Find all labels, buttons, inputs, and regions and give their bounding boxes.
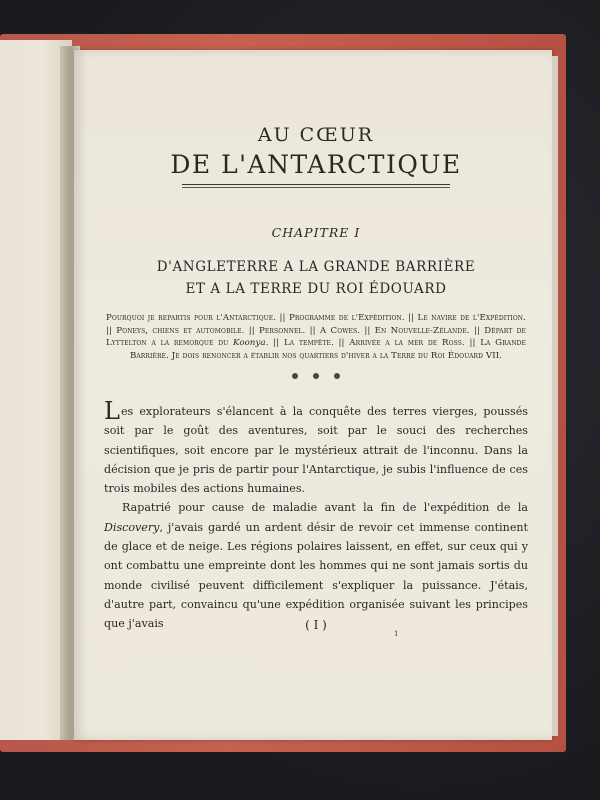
paragraph-2-text: Rapatrié pour cause de maladie avant la fin de l'expédition de la <box>122 501 528 515</box>
summary-item: Arrivée a la mer de Ross. <box>349 338 465 348</box>
summary-separator: || <box>469 338 476 348</box>
summary-separator: || <box>408 313 415 323</box>
page-number: ( I ) <box>305 618 327 632</box>
summary-item: Personnel. <box>259 325 306 336</box>
summary-item: Pourquoi je repartis pour l'Antarctique. <box>106 313 277 323</box>
signature-mark: 1 <box>394 630 399 638</box>
chapter-title-line2: ET A LA TERRE DU ROI ÉDOUARD <box>185 281 447 297</box>
chapter-title <box>104 256 528 300</box>
summary-item: Programme de l'Expédition. <box>288 313 405 323</box>
page-content <box>104 118 528 634</box>
paragraph-2-text-cont: , j'avais gardé un ardent désir de revoir cet immense continent de glace et de neige. Les régions polaires laissent, en effet, sur ceux qui y ont combattu une empreinte dont les hommes qui ne sont jamais sortis du monde civilisé peuvent difficilement s'expliquer la puissance. J'étais, d'autre part, convaincu qu'une expédition organisée suivant les principes que j'avais <box>104 520 528 631</box>
title-rule <box>182 184 450 185</box>
summary-separator: || <box>273 338 280 348</box>
summary-separator: || <box>364 325 371 336</box>
drop-cap: L <box>104 397 120 425</box>
summary-item: A Cowes. <box>319 325 361 336</box>
chapter-label: CHAPITRE I <box>271 225 361 240</box>
chapter-summary: Pourquoi je repartis pour l'Antarctique. || Programme de l'Expédition. || Le navire de l'Expédition. || Poneys, chiens et automobile. || Personnel. || A Cowes. || En Nouvelle-Zélande. || Départ de Lyttelton a la remorque du Koonya. || La tempête. || Arrivée a la mer de Ross. || La Grande Barrière. Je dois renoncer a établir nos quartiers d'hiver a la Terre du Roi Édouard VII. <box>106 313 527 361</box>
summary-ship-name: Koonya <box>233 338 266 348</box>
summary-item: La tempête. <box>283 338 334 348</box>
page-edges <box>552 56 558 736</box>
summary-separator: || <box>338 338 345 348</box>
paragraph-1-text: es explorateurs s'élancent à la conquête des terres vierges, poussés soit par le goût des aventures, soit par le souci des recherches scientifiques, soit encore par le mystérieux attrait de l'inconnu. Dans la décision que je pris de partir pour l'Antarctique, je subis l'influence de ces trois mobiles des actions humaines. <box>104 405 528 496</box>
summary-separator: || <box>279 313 286 323</box>
ship-name: Discovery <box>104 520 160 534</box>
ornament-dot <box>313 373 319 379</box>
summary-separator: || <box>309 325 316 336</box>
summary-item: En Nouvelle-Zélande. <box>374 325 470 336</box>
summary-separator: || <box>106 325 112 336</box>
paragraph-2 <box>104 498 528 633</box>
ornament-dots <box>104 368 528 382</box>
summary-item: Je dois renoncer a établir nos quartiers d'hiver a la Terre du Roi Édouard VII. <box>171 350 503 361</box>
paragraph-1 <box>104 397 528 498</box>
summary-item: La Grande Barrière. <box>129 338 526 361</box>
ornament-dot <box>292 373 298 379</box>
book-title-line2: DE L'ANTARCTIQUE <box>170 150 462 179</box>
book-title-line1: AU CŒUR <box>257 124 375 146</box>
ornament-dot <box>334 373 340 379</box>
summary-separator: || <box>473 325 480 336</box>
body-text <box>104 397 528 634</box>
title-rule-thin <box>182 187 450 188</box>
summary-separator: || <box>248 325 255 336</box>
summary-item: Le navire de l'Expédition. <box>417 313 526 323</box>
summary-item: Départ de Lyttelton a la remorque du <box>106 325 527 348</box>
summary-item: Poneys, chiens et automobile. <box>116 325 245 336</box>
chapter-title-line1: D'ANGLETERRE A LA GRANDE BARRIÈRE <box>156 259 476 275</box>
